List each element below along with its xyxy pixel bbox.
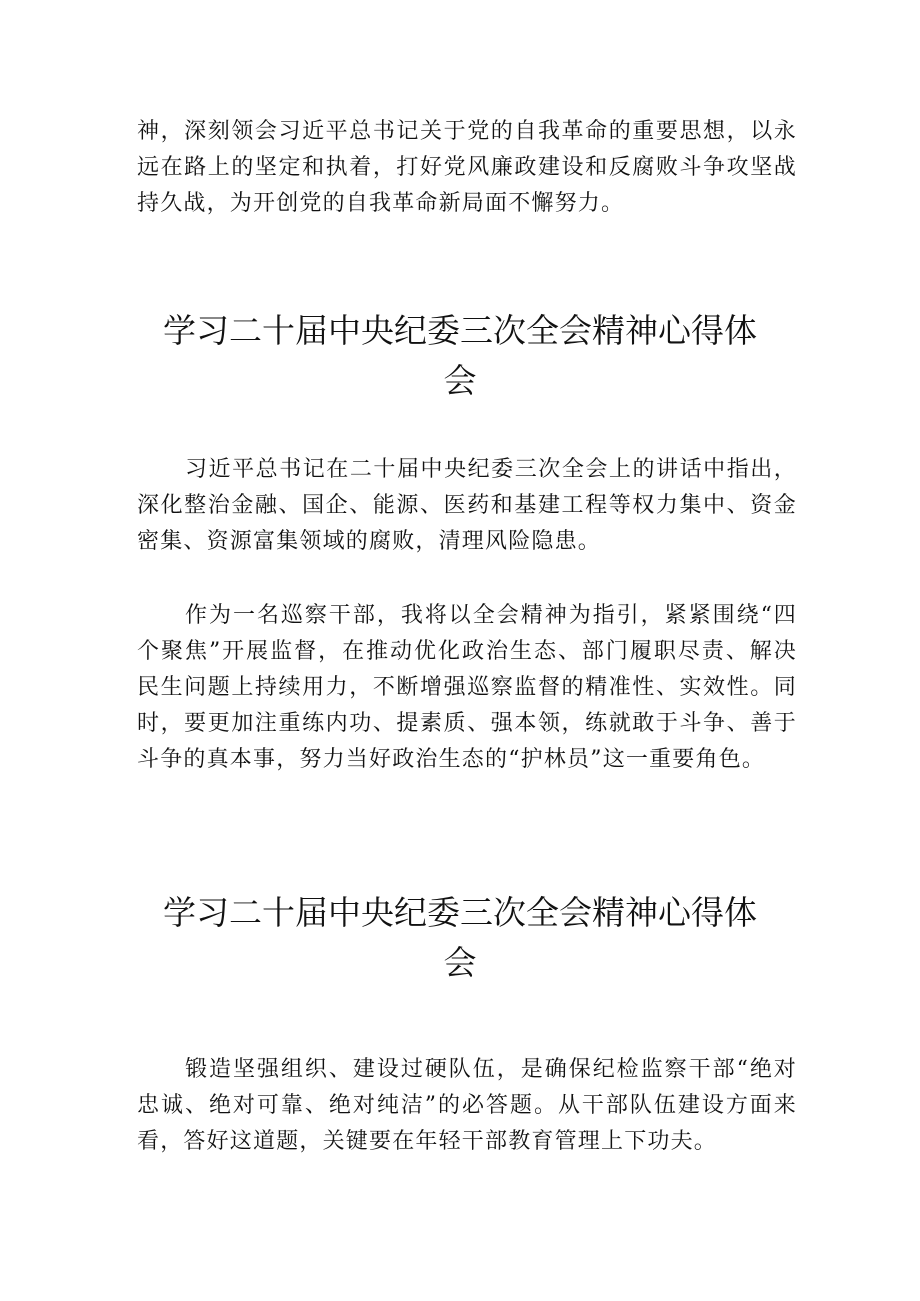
intro-paragraph: 神，深刻领会习近平总书记关于党的自我革命的重要思想，以永远在路上的坚定和执着，打好党风廉政建设和反腐败斗争攻坚战持久战，为开创党的自我革命新局面不懈努力。 xyxy=(137,119,797,216)
section-2-paragraph-1: 锻造坚强组织、建设过硬队伍，是确保纪检监察干部“绝对忠诚、绝对可靠、绝对纯洁”的必答题。从干部队伍建设方面来看，答好这道题，关键要在年轻干部教育管理上下功夫。 xyxy=(137,1057,797,1154)
section-1-paragraph-2: 作为一名巡察干部，我将以全会精神为指引，紧紧围绕“四个聚焦”开展监督，在推动优化政治生态、部门履职尽责、解决民生问题上持续用力，不断增强巡察监督的精准性、实效性。同时，要更加注重练内功、提素质、强本领，练就敢于斗争、善于斗争的真本事，努力当好政治生态的“护林员”这一重要角色。 xyxy=(137,603,797,772)
section-1-paragraph-1: 习近平总书记在二十届中央纪委三次全会上的讲话中指出，深化整治金融、国企、能源、医药和基建工程等权力集中、资金密集、资源富集领域的腐败，清理风险隐患。 xyxy=(137,457,797,554)
section-2-title: 学习二十届中央纪委三次全会精神心得体会 xyxy=(163,893,757,982)
section-1-title: 学习二十届中央纪委三次全会精神心得体会 xyxy=(163,311,757,400)
